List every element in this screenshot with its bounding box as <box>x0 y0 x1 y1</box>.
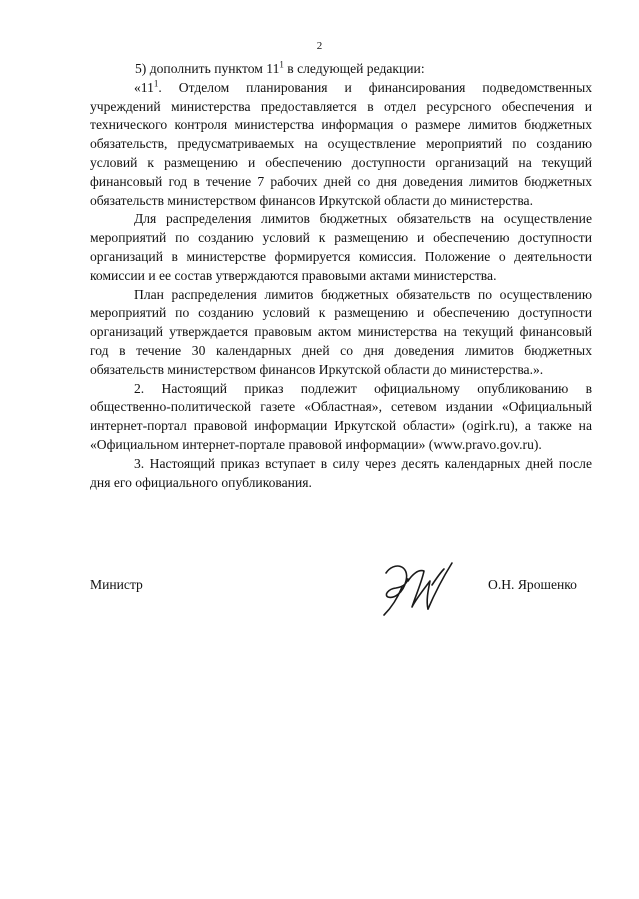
handwritten-signature <box>372 551 462 623</box>
paragraph-commission: Для распределения лимитов бюджетных обязательств на осуществление мероприятий по созданию условий к размещению и обеспечению доступности организаций в министерстве формируется комиссия. Положение о деятельности комиссии и ее состав утверждаются правовыми актами министерства. <box>90 211 592 283</box>
superscript: 1 <box>279 59 284 70</box>
page-number: 2 <box>316 40 323 52</box>
paragraph-effective-date: 3. Настоящий приказ вступает в силу через десять календарных дней после дня его официального опубликования. <box>90 455 592 490</box>
signatory-title: Министр <box>90 577 143 592</box>
paragraph-text: . Отделом планирования и финансирования подведомственных учреждений министерства предоставляется в отдел ресурсного обеспечения и технического контроля министерства информация о размере лимитов бюджетных обязательств, предусматриваемых на осуществление мероприятий по созданию условий к размещению и обеспечению доступности организаций на текущий финансовый год в течение 7 рабочих дней со дня доведения лимитов бюджетных обязательств министерством финансов Иркутской области до министерства. <box>90 79 592 208</box>
signatory-name: О.Н. Ярошенко <box>488 577 577 592</box>
paragraph-amendment-intro <box>90 60 592 79</box>
paragraph-text: 5) дополнить пунктом 11 <box>135 61 280 76</box>
paragraph-item-11-1 <box>90 79 592 211</box>
paragraph-publication: 2. Настоящий приказ подлежит официальному опубликованию в общественно-политической газете «Областная», сетевом издании «Официальный интернет-портал правовой информации Иркутской области» (ogirk.ru), а также на «Официальном интернет-портале правовой информации» (www.pravo.gov.ru). <box>90 380 592 452</box>
document-body <box>90 60 592 492</box>
paragraph-text: в следующей редакции: <box>283 61 425 76</box>
paragraph-distribution-plan: План распределения лимитов бюджетных обязательств по осуществлению мероприятий по созданию условий к размещению и обеспечению доступности организаций утверждается правовым актом министерства на текущий финансовый год в течение 30 календарных дней со дня доведения лимитов бюджетных обязательств министерством финансов Иркутской области до министерства.». <box>90 286 592 377</box>
superscript: 1 <box>153 78 159 89</box>
paragraph-text: «11 <box>134 79 154 95</box>
